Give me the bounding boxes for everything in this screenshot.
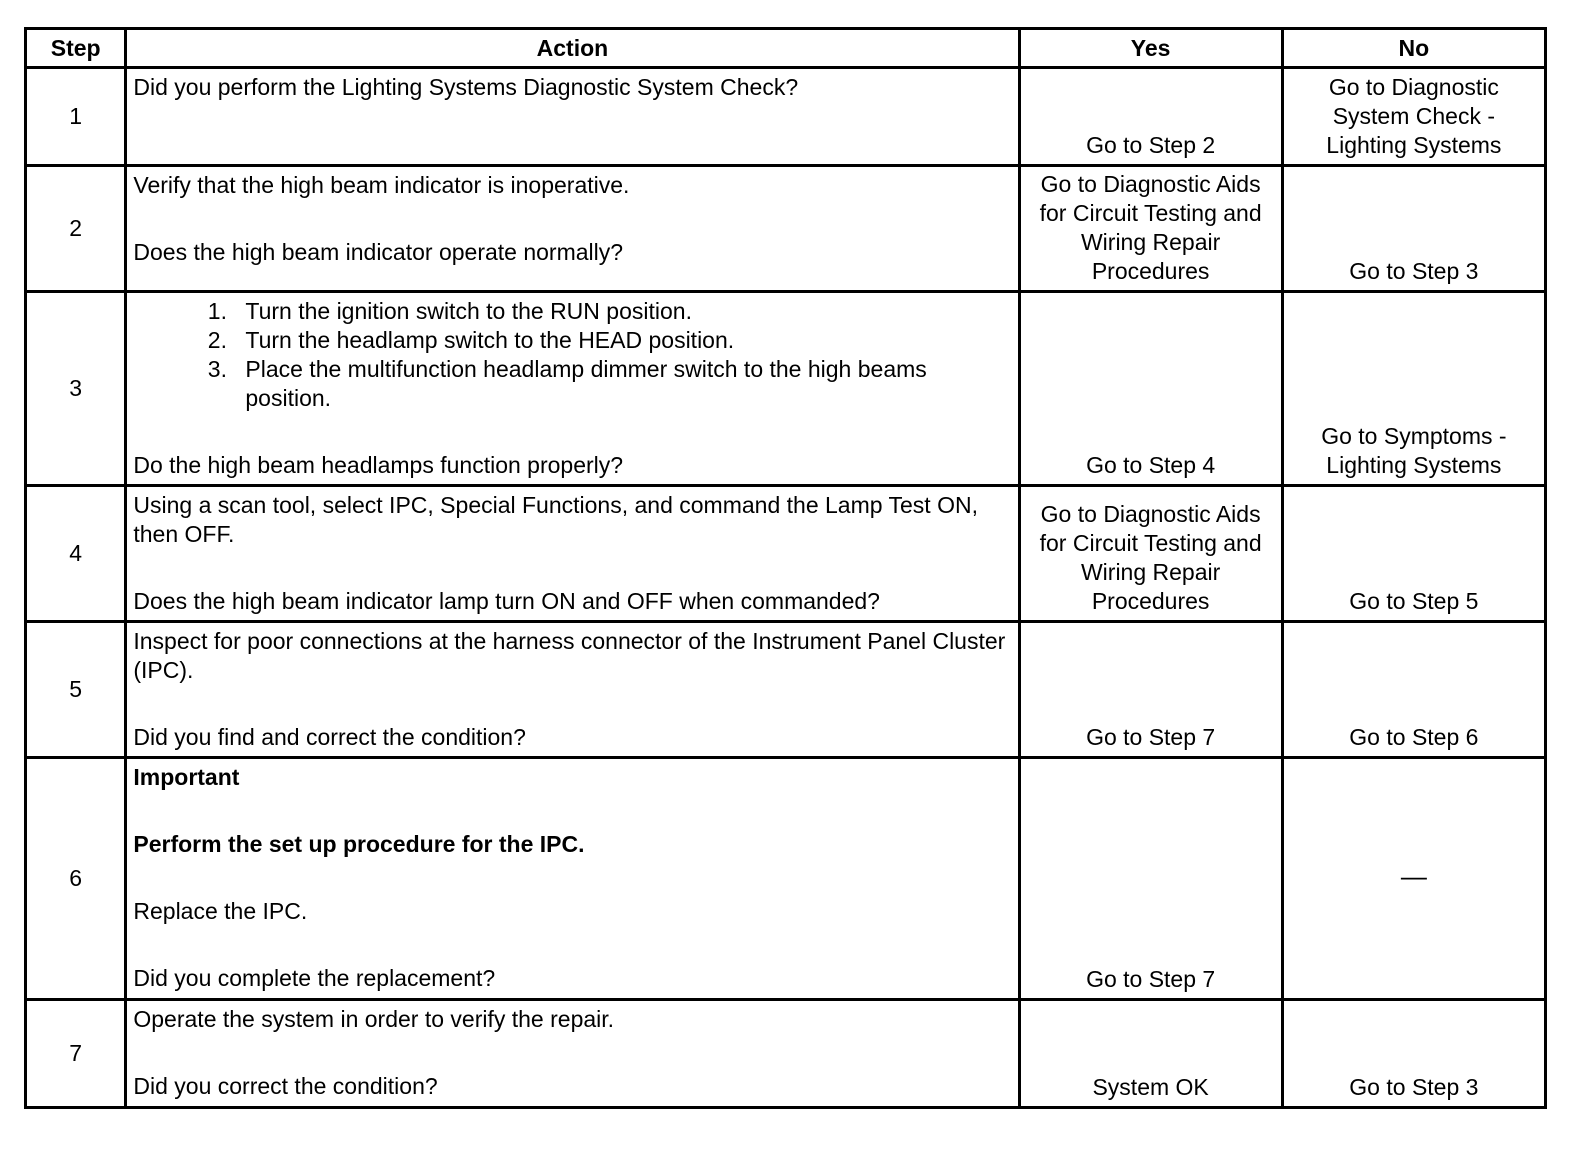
step-number: 3 [26,292,126,486]
action-cell [126,68,1019,166]
important-label: Important [133,764,240,790]
action-text: Inspect for poor connections at the harness connector of the Instrument Panel Cluster (IPC). [133,628,1006,683]
action-cell [126,166,1019,292]
no-cell: — [1282,758,1545,1000]
table-row [26,68,1546,166]
yes-cell: Go to Step 7 [1019,758,1282,1000]
action-cell [126,622,1019,758]
action-question: Does the high beam indicator lamp turn ON and OFF when commanded? [133,588,880,614]
header-no: No [1282,29,1545,68]
yes-cell: Go to Step 2 [1019,68,1282,166]
table-row [26,166,1546,292]
table-row [26,486,1546,622]
step-number: 2 [26,166,126,292]
action-cell [126,486,1019,622]
yes-cell: Go to Diagnostic Aids for Circuit Testing and Wiring Repair Procedures [1019,486,1282,622]
action-cell [126,1000,1019,1108]
action-question: Did you correct the condition? [133,1073,438,1099]
action-question: Do the high beam headlamps function properly? [133,452,624,478]
header-row [26,29,1546,68]
yes-cell: System OK [1019,1000,1282,1108]
step-number: 4 [26,486,126,622]
table-row [26,622,1546,758]
table-row [26,292,1546,486]
procedure-step: 1. Turn the ignition switch to the RUN position. [233,297,1011,326]
action-text: Did you perform the Lighting Systems Diagnostic System Check? [133,74,799,100]
diagnostic-table [24,27,1547,1109]
action-text: Operate the system in order to verify the repair. [133,1006,615,1032]
action-text: Replace the IPC. [133,898,308,924]
table-row [26,758,1546,1000]
action-question: Did you find and correct the condition? [133,724,526,750]
procedure-step: 2. Turn the headlamp switch to the HEAD position. [233,326,1011,355]
no-cell: Go to Step 5 [1282,486,1545,622]
procedure-list [133,297,1011,413]
header-yes: Yes [1019,29,1282,68]
step-number: 1 [26,68,126,166]
no-cell: Go to Step 3 [1282,1000,1545,1108]
no-cell: Go to Step 3 [1282,166,1545,292]
action-question: Does the high beam indicator operate normally? [133,239,624,265]
action-cell [126,292,1019,486]
step-number: 7 [26,1000,126,1108]
step-number: 5 [26,622,126,758]
header-step: Step [26,29,126,68]
yes-cell: Go to Step 4 [1019,292,1282,486]
table-row [26,1000,1546,1108]
header-action: Action [126,29,1019,68]
yes-cell: Go to Diagnostic Aids for Circuit Testing and Wiring Repair Procedures [1019,166,1282,292]
action-text: Verify that the high beam indicator is inoperative. [133,172,630,198]
action-text: Using a scan tool, select IPC, Special Functions, and command the Lamp Test ON, then OFF. [133,492,978,547]
step-number: 6 [26,758,126,1000]
no-cell: Go to Step 6 [1282,622,1545,758]
action-question: Did you complete the replacement? [133,965,496,991]
no-cell: Go to Symptoms - Lighting Systems [1282,292,1545,486]
action-cell [126,758,1019,1000]
no-cell: Go to Diagnostic System Check - Lighting Systems [1282,68,1545,166]
yes-cell: Go to Step 7 [1019,622,1282,758]
procedure-step: 3. Place the multifunction headlamp dimmer switch to the high beams position. [233,355,1011,413]
important-note: Perform the set up procedure for the IPC. [133,831,585,857]
